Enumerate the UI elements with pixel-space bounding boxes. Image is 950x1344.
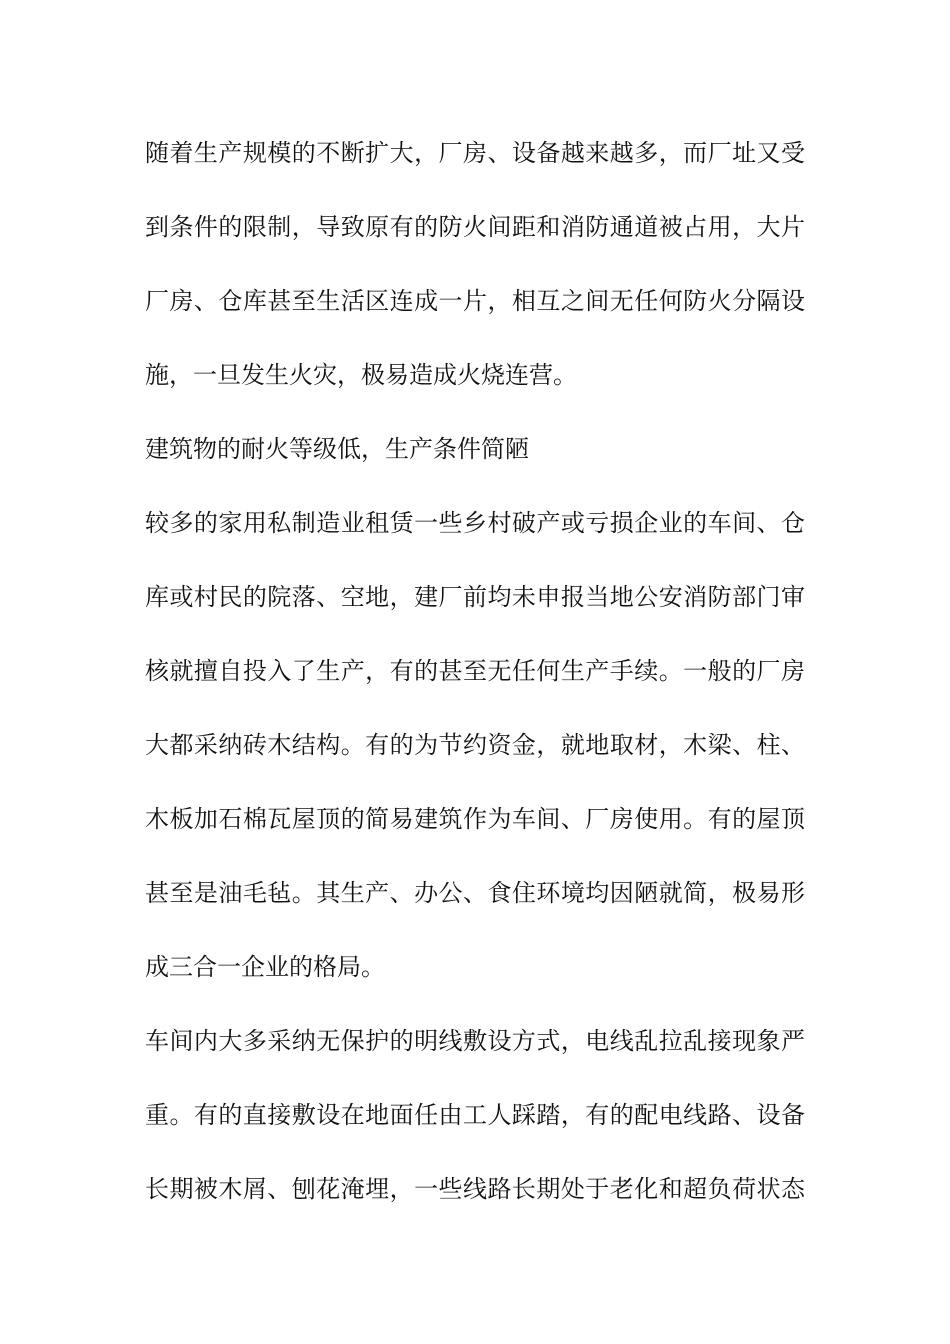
paragraph-line: 库或村民的院落、空地，建厂前均未申报当地公安消防部门审 — [145, 583, 805, 611]
paragraph-line: 木板加石棉瓦屋顶的简易建筑作为车间、厂房使用。有的屋顶 — [145, 805, 805, 833]
paragraph-line: 随着生产规模的不断扩大，厂房、设备越来越多，而厂址又受 — [145, 139, 805, 167]
paragraph-line: 成三合一企业的格局。 — [145, 953, 385, 981]
paragraph-line: 施，一旦发生火灾，极易造成火烧连营。 — [145, 361, 577, 389]
paragraph-line: 核就擅自投入了生产，有的甚至无任何生产手续。一般的厂房 — [145, 657, 805, 685]
paragraph-line: 长期被木屑、刨花淹埋，一些线路长期处于老化和超负荷状态 — [145, 1175, 805, 1203]
paragraph-line: 到条件的限制，导致原有的防火间距和消防通道被占用，大片 — [145, 213, 805, 241]
paragraph-line: 重。有的直接敷设在地面任由工人踩踏，有的配电线路、设备 — [145, 1101, 805, 1129]
paragraph-line: 厂房、仓库甚至生活区连成一片，相互之间无任何防火分隔设 — [145, 287, 805, 315]
paragraph-line: 较多的家用私制造业租赁一些乡村破产或亏损企业的车间、仓 — [145, 509, 805, 537]
paragraph-line: 大都采纳砖木结构。有的为节约资金，就地取材，木梁、柱、 — [145, 731, 805, 759]
section-heading: 建筑物的耐火等级低，生产条件简陋 — [145, 435, 529, 463]
paragraph-line: 车间内大多采纳无保护的明线敷设方式，电线乱拉乱接现象严 — [145, 1027, 805, 1055]
paragraph-line: 甚至是油毛毡。其生产、办公、食住环境均因陋就简，极易形 — [145, 879, 805, 907]
